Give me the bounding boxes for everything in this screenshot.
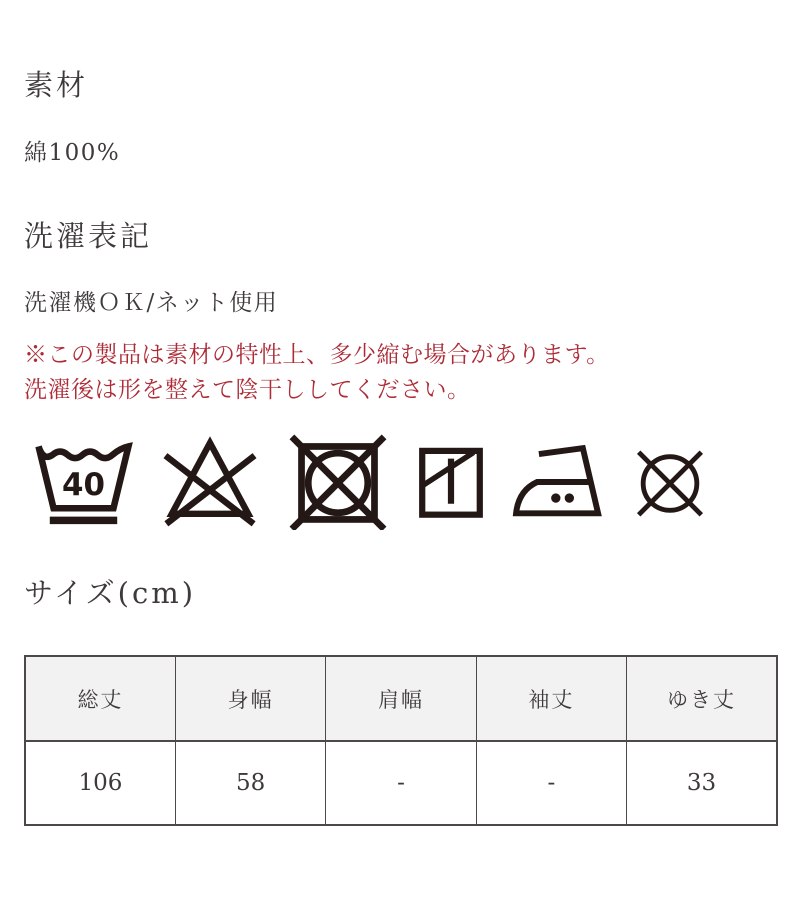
material-value: 綿100% bbox=[24, 139, 121, 166]
care-method: 洗濯機ＯＫ/ネット使用 bbox=[24, 290, 279, 317]
size-col-shoulder-width: 肩幅 bbox=[326, 656, 476, 741]
care-note-line1: ※この製品は素材の特性上、多少縮む場合があります。 bbox=[24, 342, 610, 369]
iron-medium-icon bbox=[511, 434, 604, 530]
no-tumble-dry-icon bbox=[285, 434, 391, 530]
care-heading: 洗濯表記 bbox=[24, 218, 153, 253]
size-col-total-length: 総丈 bbox=[25, 656, 175, 741]
size-table bbox=[24, 655, 778, 826]
size-col-yuki-length: ゆき丈 bbox=[627, 656, 777, 741]
size-heading: サイズ(cm) bbox=[24, 576, 197, 611]
size-col-body-width: 身幅 bbox=[175, 656, 325, 741]
size-value-body-width: 58 bbox=[175, 741, 325, 825]
no-dry-cleaning-icon bbox=[629, 434, 711, 530]
care-note bbox=[24, 338, 778, 408]
size-table-header-row bbox=[25, 656, 777, 741]
laundry-symbols-row bbox=[24, 434, 778, 530]
size-table-value-row bbox=[25, 741, 777, 825]
size-value-total-length: 106 bbox=[25, 741, 175, 825]
size-value-yuki-length: 33 bbox=[627, 741, 777, 825]
line-dry-in-shade-icon bbox=[416, 434, 486, 530]
wash-temperature-label: 40 bbox=[62, 467, 105, 504]
size-col-sleeve-length: 袖丈 bbox=[476, 656, 626, 741]
care-note-line2: 洗濯後は形を整えて陰干ししてください。 bbox=[24, 377, 471, 404]
size-value-sleeve-length: - bbox=[476, 741, 626, 825]
wash-40-gentle-icon bbox=[32, 434, 135, 530]
no-bleach-icon bbox=[160, 434, 260, 530]
size-value-shoulder-width: - bbox=[326, 741, 476, 825]
material-heading: 素材 bbox=[24, 68, 89, 102]
